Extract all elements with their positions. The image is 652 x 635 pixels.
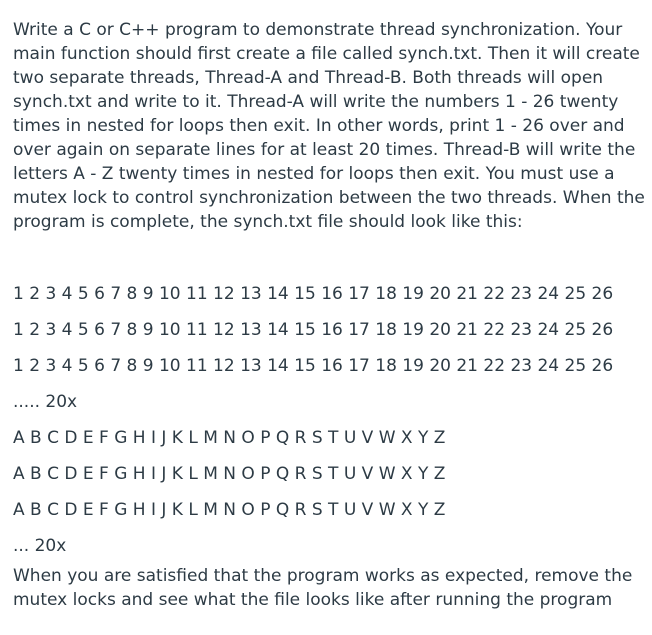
letter-row: A B C D E F G H I J K L M N O P Q R S T U V W X Y Z xyxy=(13,464,446,484)
closing-paragraph xyxy=(13,564,638,612)
intro-line: over again on separate lines for at least 20 times. Thread-B will write the xyxy=(13,140,636,160)
number-repeat-note: ..... 20x xyxy=(13,392,78,412)
intro-line: mutex lock to control synchronization between the two threads. When the xyxy=(13,188,645,208)
letter-row: A B C D E F G H I J K L M N O P Q R S T U V W X Y Z xyxy=(13,428,446,448)
intro-line: two separate threads, Thread-A and Thread-B. Both threads will open xyxy=(13,68,604,88)
sample-output xyxy=(13,282,638,570)
number-row: 1 2 3 4 5 6 7 8 9 10 11 12 13 14 15 16 17 18 19 20 21 22 23 24 25 26 xyxy=(13,284,614,304)
letter-repeat-note: ... 20x xyxy=(13,536,67,556)
closing-line: When you are satisfied that the program works as expected, remove the xyxy=(13,566,633,586)
intro-line: Write a C or C++ program to demonstrate thread synchronization. Your xyxy=(13,20,623,40)
number-row: 1 2 3 4 5 6 7 8 9 10 11 12 13 14 15 16 17 18 19 20 21 22 23 24 25 26 xyxy=(13,320,614,340)
intro-line: main function should first create a file called synch.txt. Then it will create xyxy=(13,44,640,64)
closing-line: mutex locks and see what the file looks like after running the program xyxy=(13,590,613,610)
intro-line: program is complete, the synch.txt file should look like this: xyxy=(13,212,523,232)
intro-paragraph xyxy=(13,18,645,234)
number-row: 1 2 3 4 5 6 7 8 9 10 11 12 13 14 15 16 17 18 19 20 21 22 23 24 25 26 xyxy=(13,356,614,376)
letter-row: A B C D E F G H I J K L M N O P Q R S T U V W X Y Z xyxy=(13,500,446,520)
intro-line: times in nested for loops then exit. In other words, print 1 - 26 over and xyxy=(13,116,625,136)
intro-line: synch.txt and write to it. Thread-A will write the numbers 1 - 26 twenty xyxy=(13,92,619,112)
intro-line: letters A - Z twenty times in nested for loops then exit. You must use a xyxy=(13,164,615,184)
